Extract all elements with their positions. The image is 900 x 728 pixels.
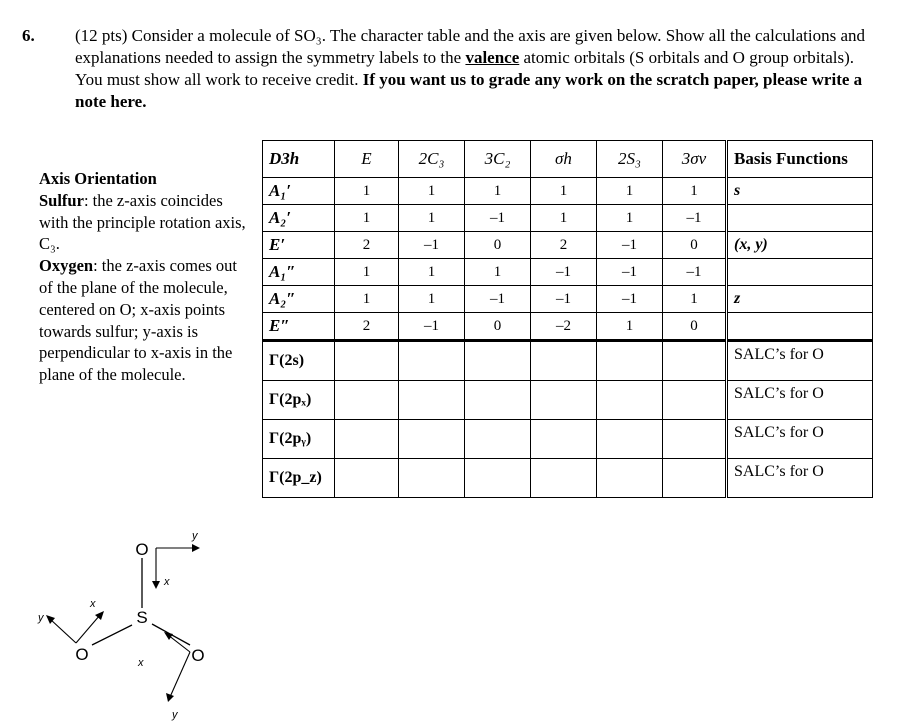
question-part2: atomic orbitals (S orbitals and O group orbitals). You must show all work to receive credit.	[75, 48, 855, 89]
question-underlined: valence	[465, 48, 520, 67]
answer-cell[interactable]	[597, 381, 663, 420]
axis-x-left	[76, 615, 100, 643]
question-bold-note: If you want us to grade any work on the scratch paper, please write a note here.	[75, 70, 863, 111]
character-value: –1	[597, 259, 663, 286]
basis-function: z	[727, 286, 873, 313]
gamma-row	[263, 459, 873, 498]
axis-label-y: y	[192, 530, 198, 542]
answer-cell[interactable]	[465, 420, 531, 459]
character-table	[262, 140, 873, 498]
character-value: 1	[597, 313, 663, 341]
group-label: D3h	[263, 141, 335, 178]
character-value: 1	[663, 286, 727, 313]
answer-cell[interactable]	[663, 459, 727, 498]
character-value: 1	[399, 286, 465, 313]
oxygen-label: Oxygen	[39, 256, 94, 276]
question-text	[75, 25, 875, 113]
gamma-row	[263, 420, 873, 459]
character-value: 1	[335, 286, 399, 313]
basis-function	[727, 259, 873, 286]
salc-cell[interactable]: SALC’s for O	[727, 341, 873, 381]
character-value: 1	[531, 205, 597, 232]
character-value: –1	[531, 286, 597, 313]
so3-axis-diagram	[30, 525, 230, 725]
irrep-label: A₂″	[263, 286, 335, 313]
irrep-row	[263, 205, 873, 232]
answer-cell[interactable]	[335, 341, 399, 381]
character-value: 2	[335, 232, 399, 259]
axis-label-x: x	[164, 576, 170, 588]
character-value: –1	[597, 286, 663, 313]
salc-cell[interactable]: SALC’s for O	[727, 381, 873, 420]
basis-function	[727, 205, 873, 232]
axis-y-right	[170, 652, 190, 697]
answer-cell[interactable]	[663, 381, 727, 420]
column-header: 3σv	[663, 141, 727, 178]
character-value: 2	[335, 313, 399, 341]
irrep-label: A₂′	[263, 205, 335, 232]
character-value: 1	[335, 259, 399, 286]
column-header: σh	[531, 141, 597, 178]
answer-cell[interactable]	[531, 381, 597, 420]
axis-y-left	[50, 619, 76, 643]
answer-cell[interactable]	[531, 459, 597, 498]
arrowhead-icon	[192, 544, 200, 552]
answer-cell[interactable]	[465, 459, 531, 498]
character-value: –1	[465, 286, 531, 313]
gamma-label: Γ(2pₓ)	[263, 381, 335, 420]
question-part1: (12 pts) Consider a molecule of SO₃. The character table and the axis are given below. Show all the calculations and explanations needed to assign the symmetry labels to the	[75, 26, 866, 67]
basis-function: (x, y)	[727, 232, 873, 259]
character-value: –1	[663, 205, 727, 232]
answer-cell[interactable]	[663, 341, 727, 381]
answer-cell[interactable]	[597, 341, 663, 381]
irrep-label: A₁″	[263, 259, 335, 286]
answer-cell[interactable]	[399, 341, 465, 381]
character-value: 1	[531, 178, 597, 205]
axis-orientation	[39, 168, 249, 386]
character-value: 1	[399, 259, 465, 286]
answer-cell[interactable]	[335, 459, 399, 498]
gamma-label: Γ(2p_z)	[263, 459, 335, 498]
character-value: –1	[597, 232, 663, 259]
column-header: 2S₃	[597, 141, 663, 178]
irrep-row	[263, 286, 873, 313]
gamma-row	[263, 381, 873, 420]
answer-cell[interactable]	[399, 459, 465, 498]
column-header: 2C₃	[399, 141, 465, 178]
basis-function	[727, 313, 873, 341]
atom-o-top: O	[135, 540, 149, 559]
axis-orientation-title: Axis Orientation	[39, 169, 157, 188]
character-value: 1	[465, 259, 531, 286]
character-value: –1	[399, 313, 465, 341]
irrep-label: E′	[263, 232, 335, 259]
answer-cell[interactable]	[531, 420, 597, 459]
character-value: –1	[663, 259, 727, 286]
axis-label-x: x	[138, 657, 144, 669]
irrep-row	[263, 232, 873, 259]
gamma-label: Γ(2s)	[263, 341, 335, 381]
character-value: 0	[465, 313, 531, 341]
axis-label-y: y	[172, 709, 178, 721]
answer-cell[interactable]	[335, 420, 399, 459]
character-value: 1	[465, 178, 531, 205]
character-value: 1	[597, 205, 663, 232]
answer-cell[interactable]	[663, 420, 727, 459]
irrep-label: A₁′	[263, 178, 335, 205]
irrep-row	[263, 178, 873, 205]
answer-cell[interactable]	[597, 420, 663, 459]
answer-cell[interactable]	[399, 381, 465, 420]
character-value: 1	[335, 178, 399, 205]
sulfur-label: Sulfur	[39, 190, 84, 210]
oxygen-text: : the z-axis comes out of the plane of the molecule, centered on O; x-axis points towards sulfur; y-axis is perpendicular to x-axis in the plane of the molecule.	[39, 256, 237, 385]
answer-cell[interactable]	[465, 381, 531, 420]
character-value: –1	[465, 205, 531, 232]
atom-o-left: O	[75, 645, 89, 664]
axis-label-y: y	[38, 612, 44, 624]
answer-cell[interactable]	[399, 420, 465, 459]
question-number: 6.	[22, 26, 35, 45]
answer-cell[interactable]	[465, 341, 531, 381]
character-value: 1	[597, 178, 663, 205]
answer-cell[interactable]	[597, 459, 663, 498]
character-value: –2	[531, 313, 597, 341]
character-value: –1	[531, 259, 597, 286]
irrep-row	[263, 259, 873, 286]
atom-s: S	[136, 608, 148, 627]
bond-s-o-left	[92, 625, 132, 645]
table-header-row	[263, 141, 873, 178]
answer-cell[interactable]	[335, 381, 399, 420]
character-value: 1	[399, 178, 465, 205]
arrowhead-icon	[166, 693, 174, 702]
basis-function: s	[727, 178, 873, 205]
character-value: 1	[663, 178, 727, 205]
salc-cell[interactable]: SALC’s for O	[727, 420, 873, 459]
irrep-row	[263, 313, 873, 341]
answer-cell[interactable]	[531, 341, 597, 381]
character-value: 0	[465, 232, 531, 259]
arrowhead-icon	[152, 581, 160, 589]
salc-cell[interactable]: SALC’s for O	[727, 459, 873, 498]
character-value: 0	[663, 313, 727, 341]
character-value: 0	[663, 232, 727, 259]
sulfur-text: : the z-axis coincides with the principle rotation axis, C₃.	[39, 190, 246, 254]
basis-header: Basis Functions	[727, 141, 873, 178]
character-value: 2	[531, 232, 597, 259]
column-header: E	[335, 141, 399, 178]
column-header: 3C₂	[465, 141, 531, 178]
irrep-label: E″	[263, 313, 335, 341]
character-value: 1	[399, 205, 465, 232]
character-value: –1	[399, 232, 465, 259]
gamma-row	[263, 341, 873, 381]
axis-label-x: x	[90, 598, 96, 610]
character-value: 1	[335, 205, 399, 232]
atom-o-right: O	[191, 646, 205, 665]
gamma-label: Γ(2pᵧ)	[263, 420, 335, 459]
arrowhead-icon	[164, 632, 173, 640]
